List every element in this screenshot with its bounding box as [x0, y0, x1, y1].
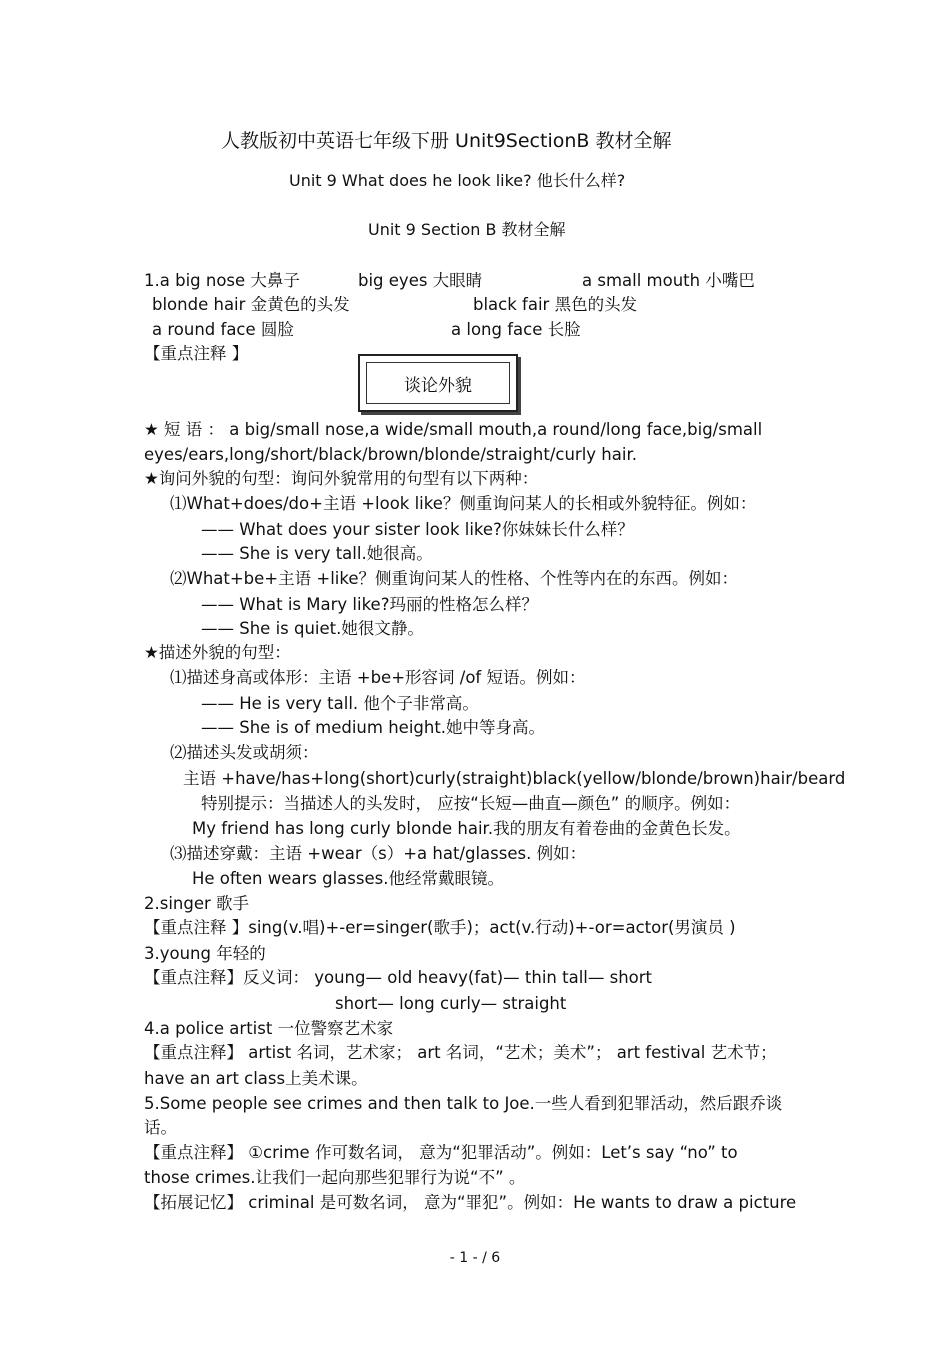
text-line: 3.young 年轻的 [144, 944, 266, 963]
vocab-item: a small mouth 小嘴巴 [582, 271, 755, 290]
text-line: —— She is of medium height.她中等身高。 [201, 718, 546, 737]
text-line: —— She is quiet.她很文静。 [201, 619, 424, 638]
vocab-item: a round face 圆脸 [152, 320, 294, 339]
text-line: ⑴描述身高或体形：主语 +be+形容词 /of 短语。例如： [170, 668, 586, 687]
vocab-item: big eyes 大眼睛 [358, 271, 483, 290]
page-number: - 1 - / 6 [449, 1250, 501, 1266]
text-line: My friend has long curly blonde hair.我的朋友有着卷曲的金黄色长发。 [192, 819, 741, 838]
text-line: 5.Some people see crimes and then talk to Joe.一些人看到犯罪活动，然后跟乔谈 [144, 1094, 783, 1113]
text-line: short— long curly— straight [335, 994, 567, 1013]
text-line: ⑵描述头发或胡须： [170, 743, 319, 762]
vocab-item: blonde hair 金黄色的头发 [152, 295, 350, 314]
text-line: —— What is Mary like?玛丽的性格怎么样？ [201, 595, 538, 614]
text-line: 主语 +have/has+long(short)curly(straight)black(yellow/blonde/brown)hair/beard [183, 769, 846, 788]
text-line: 话。 [144, 1118, 177, 1137]
text-line: —— What does your sister look like?你妹妹长什么样？ [201, 520, 634, 539]
text-line: 【重点注释】反义词： young— old heavy(fat)— thin tall— short [144, 968, 653, 987]
text-line: —— He is very tall. 他个子非常高。 [201, 694, 479, 713]
text-line: 【重点注释 】sing(v.唱)+-er=singer(歌手)；act(v.行动)+-or=actor(男演员 ) [144, 918, 736, 937]
text-line: 【重点注释】 artist 名词，艺术家； art 名词，“艺术；美术”； art festival 艺术节； [144, 1043, 777, 1062]
text-line: ⑴What+does/do+主语 +look like？侧重询问某人的长相或外貌特征。例如： [170, 494, 757, 513]
text-line: He often wears glasses.他经常戴眼镜。 [192, 869, 504, 888]
unit-title: Unit 9 What does he look like? 他长什么样? [289, 171, 626, 190]
topic-box [358, 354, 518, 412]
text-line: those crimes.让我们一起向那些犯罪行为说“不” 。 [144, 1168, 526, 1187]
text-line: 【重点注释】 ①crime 作可数名词， 意为“犯罪活动”。例如：Let’s say “no” to [144, 1143, 738, 1162]
document-title: 人教版初中英语七年级下册 Unit9SectionB 教材全解 [221, 130, 672, 152]
text-line: ★ 短 语 ： a big/small nose,a wide/small mouth,a round/long face,big/small [144, 420, 763, 439]
text-line: ★询问外貌的句型：询问外貌常用的句型有以下两种： [144, 469, 539, 488]
text-line: ⑶描述穿戴：主语 +wear（s）+a hat/glasses. 例如： [170, 844, 587, 863]
section-title: Unit 9 Section B 教材全解 [368, 220, 566, 239]
text-line: eyes/ears,long/short/black/brown/blonde/straight/curly hair. [144, 445, 637, 464]
text-line: 2.singer 歌手 [144, 894, 250, 913]
text-line: have an art class上美术课。 [144, 1069, 368, 1088]
text-line: 【拓展记忆】 criminal 是可数名词， 意为“罪犯”。例如：He wants to draw a picture [144, 1193, 797, 1212]
text-line: 特别提示：当描述人的头发时， 应按“长短—曲直—颜色” 的顺序。例如： [201, 794, 741, 813]
topic-box-label: 谈论外貌 [366, 362, 510, 404]
text-line: —— She is very tall.她很高。 [201, 544, 433, 563]
text-line: ★描述外貌的句型： [144, 643, 291, 662]
note-header: 【重点注释 】 [144, 344, 249, 363]
vocab-item: 1.a big nose 大鼻子 [144, 271, 300, 290]
text-line: 4.a police artist 一位警察艺术家 [144, 1019, 394, 1038]
text-line: ⑵What+be+主语 +like？侧重询问某人的性格、个性等内在的东西。例如： [170, 569, 738, 588]
vocab-item: a long face 长脸 [451, 320, 581, 339]
vocab-item: black fair 黑色的头发 [473, 295, 638, 314]
